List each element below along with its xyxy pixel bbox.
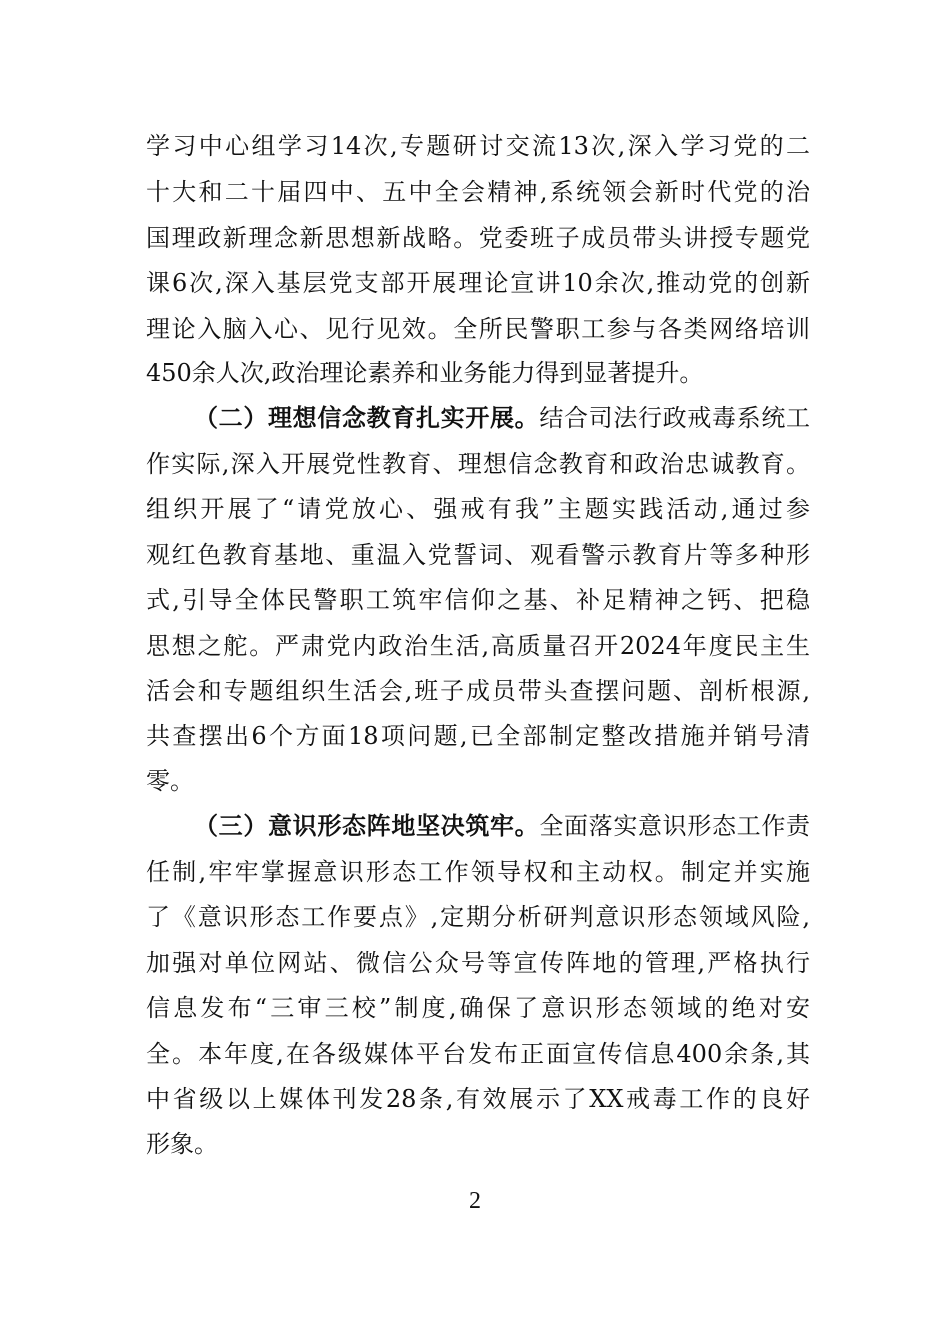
text-line: 国理政新理念新思想新战略。党委班子成员带头讲授专题党 [146, 224, 810, 252]
text-line: 思想之舵。严肃党内政治生活,高质量召开2024年度民主生 [146, 632, 810, 660]
text-line: 组织开展了“请党放心、强戒有我”主题实践活动,通过参 [146, 495, 810, 523]
section-heading: （二）理想信念教育扎实开展。 [194, 403, 540, 432]
text-line: 作实际,深入开展党性教育、理想信念教育和政治忠诚教育。 [146, 450, 810, 478]
text-line: 课6次,深入基层党支部开展理论宣讲10余次,推动党的创新 [146, 269, 810, 297]
text-line: 了《意识形态工作要点》,定期分析研判意识形态领域风险, [146, 903, 810, 931]
paragraph-first-line [194, 403, 810, 433]
text-line: 任制,牢牢掌握意识形态工作领导权和主动权。制定并实施 [146, 858, 810, 886]
text-line: 信息发布“三审三校”制度,确保了意识形态领域的绝对安 [146, 994, 810, 1022]
text-line: 全。本年度,在各级媒体平台发布正面宣传信息400余条,其 [146, 1040, 810, 1068]
text-line: 450余人次,政治理论素养和业务能力得到显著提升。 [146, 359, 704, 387]
text-line: 式,引导全体民警职工筑牢信仰之基、补足精神之钙、把稳 [146, 586, 810, 614]
text-line: 形象。 [146, 1130, 218, 1158]
text-run: 结合司法行政戒毒系统工 [539, 404, 811, 432]
text-line: 活会和专题组织生活会,班子成员带头查摆问题、剖析根源, [146, 677, 810, 705]
text-run: 全面落实意识形态工作责 [539, 812, 811, 840]
section-heading: （三）意识形态阵地坚决筑牢。 [194, 811, 540, 840]
text-line: 理论入脑入心、见行见效。全所民警职工参与各类网络培训 [146, 315, 810, 343]
text-line: 学习中心组学习14次,专题研讨交流13次,深入学习党的二 [146, 132, 810, 160]
text-line: 共查摆出6个方面18项问题,已全部制定整改措施并销号清 [146, 722, 810, 750]
text-line: 十大和二十届四中、五中全会精神,系统领会新时代党的治 [146, 178, 810, 206]
paragraph-first-line [194, 811, 810, 841]
text-line: 中省级以上媒体刊发28条,有效展示了XX戒毒工作的良好 [146, 1085, 810, 1113]
text-line: 零。 [146, 767, 194, 795]
text-line: 加强对单位网站、微信公众号等宣传阵地的管理,严格执行 [146, 949, 810, 977]
page-number: 2 [469, 1188, 481, 1214]
text-line: 观红色教育基地、重温入党誓词、观看警示教育片等多种形 [146, 541, 810, 569]
